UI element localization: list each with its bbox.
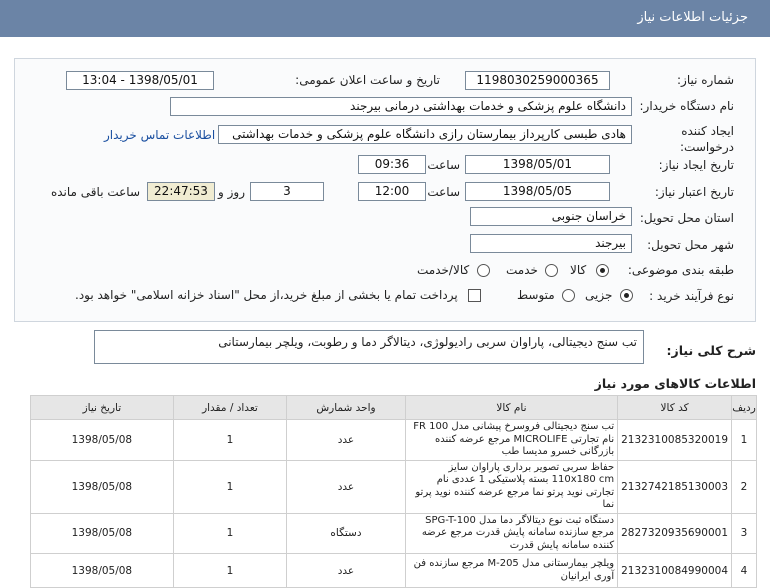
need-number-label: شماره نیاز: [677, 73, 734, 87]
remaining-time-field: 22:47:53 [147, 182, 215, 201]
item-unit: عدد [287, 420, 406, 461]
process-label: نوع فرآیند خرید : [649, 289, 734, 303]
table-row [31, 460, 757, 513]
province-label: استان محل تحویل: [639, 211, 734, 225]
item-qty: 1 [173, 554, 286, 588]
items-section-title: اطلاعات کالاهای مورد نیاز [594, 376, 756, 391]
summary-label: شرح کلی نیاز: [666, 343, 756, 358]
buyer-contact-link[interactable]: اطلاعات تماس خریدار [104, 128, 216, 142]
days-label: روز و [218, 185, 245, 199]
category-goods-radio[interactable] [596, 264, 609, 277]
category-goods-label: کالا [570, 263, 587, 277]
created-time-label: ساعت [427, 158, 460, 172]
created-time-field: 09:36 [358, 155, 426, 174]
table-row [31, 420, 757, 461]
summary-text: تب سنج دیجیتالی، پاراوان سربی رادیولوژی، دیتالاگر دما و رطوبت، ویلچر بیمارستانی [94, 330, 644, 364]
item-name: دستگاه ثبت نوع دیتالاگر دما مدل SPG-T-100 مرجع سازنده سامانه پایش قدرت مرجع عرضه کننده سامانه پایش قدرت [405, 513, 617, 554]
item-qty: 1 [173, 460, 286, 513]
item-code: 2132310084990004 [618, 554, 732, 588]
valid-time-field: 12:00 [358, 182, 426, 201]
row-number: 2 [732, 460, 757, 513]
col-unit-header: واحد شمارش [287, 396, 406, 420]
days-field: 3 [250, 182, 324, 201]
city-label: شهر محل تحویل: [647, 238, 734, 252]
announce-label: تاریخ و ساعت اعلان عمومی: [295, 73, 440, 87]
item-code: 2827320935690001 [618, 513, 732, 554]
item-name: حفاظ سربی تصویر برداری پاراوان سایز 110x180 cm بسته پلاستیکی 1 عددی نام تجارتی نوید پرتو نما مرجع عرضه کننده نوید پرتو نما [405, 460, 617, 513]
table-row [31, 554, 757, 588]
item-unit: دستگاه [287, 513, 406, 554]
item-name: تب سنج دیجیتالی فروسرخ پیشانی مدل FR 100 نام تجارتی MICROLIFE مرجع عرضه کننده بازرگانی خسرو مدیسا طب [405, 420, 617, 461]
category-both-label: کالا/خدمت [417, 263, 470, 277]
item-unit: عدد [287, 554, 406, 588]
item-qty: 1 [173, 513, 286, 554]
need-number-field: 1198030259000365 [465, 71, 610, 90]
col-date-header: تاریخ نیاز [31, 396, 174, 420]
item-code: 2132310085320019 [618, 420, 732, 461]
item-code: 2132742185130003 [618, 460, 732, 513]
item-qty: 1 [173, 420, 286, 461]
col-name-header: نام کالا [405, 396, 617, 420]
col-qty-header: تعداد / مقدار [173, 396, 286, 420]
item-name: ویلچر بیمارستانی مدل M-205 مرجع سازنده فن آوری ایرانیان [405, 554, 617, 588]
announce-date-field: 1398/05/01 - 13:04 [66, 71, 214, 90]
process-medium-label: متوسط [517, 288, 555, 302]
process-partial-label: جزیی [585, 288, 613, 302]
creator-field: هادی طبسی کارپرداز بیمارستان رازی دانشگاه علوم پزشکی و خدمات بهداشتی [218, 125, 632, 144]
items-table [30, 395, 757, 588]
valid-time-label: ساعت [427, 185, 460, 199]
item-date: 1398/05/08 [31, 554, 174, 588]
buyer-label: نام دستگاه خریدار: [639, 99, 734, 113]
creator-label: ایجاد کننده درخواست: [680, 124, 734, 154]
category-service-radio[interactable] [545, 264, 558, 277]
item-date: 1398/05/08 [31, 513, 174, 554]
valid-date-field: 1398/05/05 [465, 182, 610, 201]
item-date: 1398/05/08 [31, 460, 174, 513]
province-field: خراسان جنوبی [470, 207, 632, 226]
process-partial-radio[interactable] [620, 289, 633, 302]
page-title: جزئیات اطلاعات نیاز [637, 10, 748, 25]
row-number: 4 [732, 554, 757, 588]
category-label: طبقه بندی موضوعی: [627, 263, 734, 277]
item-unit: عدد [287, 460, 406, 513]
remaining-label: ساعت باقی مانده [50, 185, 140, 199]
treasury-payment-checkbox[interactable] [468, 289, 481, 302]
process-medium-radio[interactable] [562, 289, 575, 302]
buyer-field: دانشگاه علوم پزشکی و خدمات بهداشتی درمانی بیرجند [170, 97, 632, 116]
title-bar [0, 0, 770, 37]
category-service-label: خدمت [506, 263, 538, 277]
col-row-header: ردیف [732, 396, 757, 420]
created-date-field: 1398/05/01 [465, 155, 610, 174]
row-number: 1 [732, 420, 757, 461]
created-date-label: تاریخ ایجاد نیاز: [658, 158, 734, 172]
row-number: 3 [732, 513, 757, 554]
valid-date-label: تاریخ اعتبار نیاز: [654, 185, 734, 199]
item-date: 1398/05/08 [31, 420, 174, 461]
treasury-payment-note: پرداخت تمام یا بخشی از مبلغ خرید،از محل "اسناد خزانه اسلامی" خواهد بود. [75, 288, 458, 302]
table-row [31, 513, 757, 554]
category-both-radio[interactable] [477, 264, 490, 277]
col-code-header: کد کالا [618, 396, 732, 420]
city-field: بیرجند [470, 234, 632, 253]
